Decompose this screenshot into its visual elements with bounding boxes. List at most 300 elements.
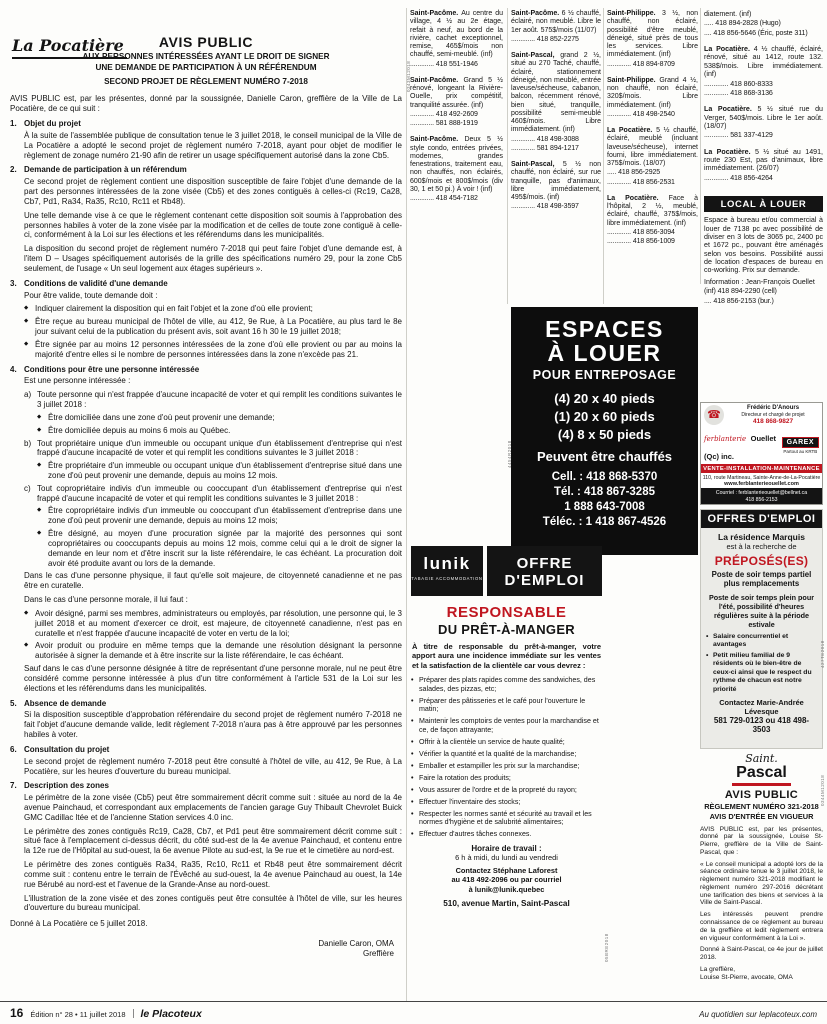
classified-ad (410, 10, 503, 69)
job-task-item (411, 798, 602, 807)
job-task-text: Faire la rotation des produits; (419, 773, 511, 782)
section-title: Objet du projet (24, 119, 81, 129)
ad-text (607, 195, 698, 228)
sp-paragraph: Donné à Saint-Pascal, ce 4e jour de juillet 2018. (700, 946, 823, 962)
ad-phone-line: ............. 418 860-8333 (704, 79, 773, 88)
job-contact-phones: 581 729-0123 ou 418 498-3503 (713, 716, 810, 735)
job-task-text: Vérifier la quantité et la qualité de la marchandise; (419, 749, 577, 758)
lunik-job-intro: À titre de responsable du prêt-à-manger, votre apport aura une incidence immédiate sur les ventes et la satisfaction de la clientèle car vous devrez : (412, 642, 601, 670)
ad-locality: La Pocatière. (704, 105, 758, 114)
ad-reference-code: 427TE2018 (820, 640, 825, 668)
job-task-item (411, 738, 602, 747)
classified-ad (607, 195, 698, 247)
ad-text (704, 10, 823, 18)
ad-reference-code: 0344M12018 (820, 774, 825, 806)
job-task-item (411, 830, 602, 839)
classified-ad (607, 127, 698, 187)
job-benefit-text: Salaire concurrentiel et avantages (713, 632, 789, 649)
local-a-louer-header: LOCAL À LOUER (704, 196, 823, 212)
column-rule (406, 8, 407, 1002)
ferblanterie-contact (727, 405, 819, 426)
section-text: Toute personne qui n'est frappée d'aucune incapacité de voter et qui remplit les conditions suivantes le 3 juillet 2018 : (37, 390, 402, 410)
job-task-text: Offrir à la clientèle un service de haute qualité; (419, 737, 565, 746)
section-text: Être propriétaire d'un immeuble ou occupant unique d'un établissement d'entreprise situé dans une zone d'où peut provenir une demande, depuis au moins 12 mois. (48, 461, 402, 480)
classifieds-column-2 (511, 10, 601, 220)
ad-locality: Saint-Pacôme. (410, 10, 462, 17)
section-heading (10, 165, 402, 175)
job-task-item (411, 717, 602, 734)
section-paragraph: Dans le cas d'une personne morale, il lui faut : (24, 595, 188, 605)
ad-phone-line: ............. 418 454-7182 (410, 195, 478, 202)
section-title: Absence de demande (24, 698, 107, 708)
ad-text (410, 136, 503, 194)
ad-description: 5 ½ situé au 1491, route 230 Est, pas d'animaux, libre immédiatement. (26/07) (704, 147, 823, 173)
ad-locality: Saint-Pacôme. (410, 76, 464, 84)
ad-locality: Saint-Pascal, (511, 161, 563, 168)
sp-avis-body (700, 826, 823, 982)
section-text: Être désigné, au moyen d'une procuration signée par la majorité des personnes qui sont copropriétaires ou cooccupants depuis au moins 12 mois, comme celui qui a le droit de signer la demande en leur nom et d'être inscrit sur la liste référendaire, le cas échéant. La procuration doit avoir été produite avant ou lors de la demande. (48, 529, 402, 568)
job-detail: Poste de soir temps partiel (711, 570, 812, 579)
brand-word-1: ferblanterie (704, 434, 747, 443)
marquis-name: La résidence Marquis (718, 532, 805, 542)
section-bullet (37, 413, 402, 423)
section-paragraph: Est une personne intéressée : (24, 376, 131, 386)
sp-paragraph: Les intéressés peuvent prendre connaissance de ce règlement au bureau de la greffière et ledit règlement entrera en vigueur conformément à la Loi ». (700, 911, 823, 942)
section-number: 3. (10, 278, 17, 288)
classified-ad (410, 77, 503, 129)
ad-phone-line: .... 418 856-2153 (bur.) (704, 296, 774, 305)
job-task-text: Maintenir les comptoirs de ventes pour la marchandise et ce, de façon attrayante; (419, 717, 599, 734)
job-benefit-item (706, 652, 817, 694)
ad-text (704, 105, 823, 130)
section-paragraph: La disposition du second projet de règlement numéro 7-2018 qui peut faire l'objet d'une demande est, à l'item D – Usages spécifiquement autorisés de la grille des spécifications numéro 29, pour la zone Cb5 seulement, de l'usage « Un seul logement aux étages supérieurs ». (24, 244, 402, 273)
ad-reference-code: 4454R2018 (507, 440, 512, 468)
ad-phone-line: ............. 418 852-2275 (511, 35, 579, 43)
bullet-marker: ◆ (37, 426, 42, 433)
section-paragraph: L'illustration de la zone visée et des zones contiguës peut être consultée à l'hôtel de ville, sur les heures d'ouverture du bureau municipal. (24, 893, 402, 913)
ferblanterie-phone: 418 856-2153 (745, 497, 778, 504)
ad-description: 5 ½ chauffé, éclairé, meublé (incluant laveuse/sécheuse), internet fourni, libre immédiatement. 375$/mois. (18/07) (607, 127, 698, 167)
ad-phone-line: .... 418 856-5646 (Éric, poste 311) (704, 28, 808, 37)
ferblanterie-brand (704, 428, 782, 463)
local-a-louer-phones (704, 287, 823, 305)
section-title: Description des zones (24, 781, 109, 791)
sp-avis-subtitle: RÈGLEMENT NUMÉRO 321-2018 (704, 801, 819, 811)
section-title: Demande de participation à un référendum (24, 165, 187, 175)
ad-text (704, 45, 823, 78)
classified-ad (704, 105, 823, 139)
section-title: Consultation du projet (24, 744, 110, 754)
ad-description: 5 ½ non chauffé, non éclairé, sur rue tranquille, pas d'animaux, libre immédiatement, 495$/mois. (inf) (511, 161, 601, 201)
ferblanterie-email: Courriel : ferblanterieouellet@bellnet.ca (715, 490, 808, 497)
bullet-marker: • (411, 737, 414, 746)
classifieds-column-4 (704, 10, 823, 305)
lunik-job-role-line1: RESPONSABLE (446, 604, 567, 621)
bullet-marker: • (411, 717, 414, 726)
offre-line2: D'EMPLOI (504, 572, 585, 590)
storage-size-item: (4) 20 x 40 pieds (554, 391, 655, 407)
signature-name: Danielle Caron, OMA (318, 939, 394, 949)
section-list-item (24, 484, 402, 504)
job-contact-name: Contactez Marie-Andrée Lévesque (719, 698, 804, 717)
ad-phone-line: ............. 418 551-1946 (410, 60, 478, 68)
garex-box: GAREX (782, 437, 819, 448)
bullet-marker: ◆ (24, 305, 29, 312)
bullet-marker: • (411, 696, 414, 705)
section-heading (10, 119, 402, 129)
sp-paragraph: « Le conseil municipal a adopté lors de la séance ordinaire tenue le 3 juillet 2018, le règlement numéro 321-2018 modifiant le règlement numéro 297-2016 décrétant une tarification des biens et services à la Ville de Saint-Pascal. (700, 860, 823, 907)
bullet-marker: ◆ (37, 462, 42, 469)
storage-size-item: (4) 8 x 50 pieds (557, 427, 652, 443)
section-paragraph: Pour être valide, toute demande doit : (24, 290, 158, 300)
section-bullet (37, 529, 402, 568)
ad-phone-line: ............. 418 856-2531 (607, 178, 675, 186)
sp-avis-title: AVIS PUBLIC (724, 788, 799, 801)
job-role: PRÉPOSÉS(ES) (714, 554, 809, 568)
offre-line1: OFFRE (516, 555, 573, 572)
ferblanterie-brand-row (701, 427, 822, 464)
espaces-subtitle: POUR ENTREPOSAGE (532, 368, 677, 383)
garex-note: Partout au KRTB (783, 449, 818, 455)
ad-description: 5 ½ situé rue du Verger, 540$/mois. Libre le 1er août. (18/07) (704, 105, 823, 130)
job-task-item (411, 774, 602, 783)
espaces-phone-list (517, 471, 692, 528)
section-bullet (37, 461, 402, 481)
ad-text (410, 10, 503, 60)
section-bullet (24, 609, 402, 638)
section-heading (10, 279, 402, 289)
ad-phone-line: ............. 418 856-3094 (607, 228, 675, 236)
ad-text (511, 10, 601, 35)
classified-ad (704, 148, 823, 182)
sp-signature-title: La greffière, (700, 965, 736, 973)
contact-name: Frédéric D'Anours (746, 405, 800, 411)
contact-phone: 418 868-9827 (752, 418, 794, 426)
bullet-marker: ◆ (24, 340, 29, 347)
lunik-offre-emploi-ad (411, 546, 602, 908)
classified-ad (511, 52, 601, 153)
section-paragraph: Le périmètre de la zone visée (Cb5) peut être sommairement décrit comme suit : située au nord de la 4e avenue Painchaud, et correspondant aux emplacements de l'ancien garage Guy Thibault Chevrolet Buick GMC Cadillac ltée et de l'ancienne Station services 4.0 inc. (24, 793, 402, 822)
local-a-louer-ad (704, 196, 823, 305)
local-a-louer-body: Espace à bureau et/ou commercial à louer de 7138 pc avec possibilité de diviser en 3 lots de 3065 pc, 2400 pc et 1672 pc., pouvant être aménagés selon vos besoins. Possibilité aussi de location d'espaces de bureau en co-working. Prix sur demande. (704, 216, 823, 275)
section-number: 5. (10, 698, 17, 708)
bullet-marker: ◆ (24, 642, 29, 649)
bullet-marker: • (411, 773, 414, 782)
job-benefit-item (706, 633, 817, 650)
job-task-text: Emballer et estampiller les prix sur la marchandise; (419, 761, 580, 770)
ferblanterie-address: 110, route Martineau, Sainte-Anne-de-La-Pocatière (702, 474, 821, 481)
section-text: Être domiciliée depuis au moins 6 mois au Québec. (48, 425, 231, 435)
page-number: 16 (10, 1006, 24, 1020)
bullet-marker: • (411, 797, 414, 806)
espaces-phone-line: 1 888 643-7008 (564, 501, 645, 514)
job-task-text: Vous assurer de l'ordre et de la propreté du rayon; (419, 785, 577, 794)
lunik-task-list (411, 676, 602, 839)
classified-ad (607, 77, 698, 119)
ferblanterie-contact-row (701, 403, 822, 427)
offres-emploi-header: OFFRES D'EMPLOI (701, 510, 822, 528)
bullet-marker: • (411, 830, 414, 839)
ad-description: 6 ½ chauffé, éclairé, non meublé. Libre le 1er août. 575$/mois (11/07) (511, 10, 601, 34)
ad-description: Grand 4 ½, non chauffé, non éclairé, 320$/mois. Libre immédiatement. (inf) (607, 76, 698, 109)
contact-line: à lunik@lunik.quebec (468, 884, 545, 894)
ad-locality: Saint-Pacôme. (410, 136, 465, 144)
lunik-logo-subtext: TABAGIE ACCOMMODATION (411, 576, 483, 581)
avis-dated-line: Donné à La Pocatière ce 5 juillet 2018. (10, 919, 148, 929)
garex-logo (782, 437, 819, 454)
ad-description: Grand 5 ½ rénové, longeant la Rivière-Ouelle, prix compétitif, tranquilité assurée. (inf) (410, 76, 504, 109)
lunik-logo-text: lunik (423, 554, 471, 573)
marquis-body (701, 528, 822, 738)
ad-locality: La Pocatière. (704, 147, 755, 156)
section-text: Être signée par au moins 12 personnes intéressées de la zone d'où elle provient ou par au moins la majorité d'entre elles si le nombre de personnes intéressées dans la zone n'excède pas 21. (35, 339, 402, 359)
job-task-item (411, 810, 602, 827)
footer-tagline: Au quotidien sur leplacoteux.com (699, 1010, 817, 1019)
bullet-marker: ◆ (37, 413, 42, 420)
section-paragraph: À la suite de l'assemblée publique de consultation tenue le 3 juillet 2018, le conseil municipal de la Ville de La Pocatière a adopté le second projet de règlement numéro 7-2018, ayant pour objet de modifier le règlement de zonage numéro 21-90 afin de retirer un usage spécifiquement autorisé dans la zone Cb5. (24, 130, 402, 160)
edition-info: Édition n° 28 • 11 juillet 2018 (30, 1010, 126, 1019)
ad-phone-line: ............. 418 498-3088 (511, 135, 579, 143)
page-footer (0, 1001, 827, 1020)
ad-locality: Saint-Pascal, (511, 52, 561, 59)
job-task-text: Respecter les normes santé et sécurité au travail et les normes d'hygiène et de salubrité alimentaires; (419, 809, 592, 827)
ad-text (704, 148, 823, 173)
bullet-marker: • (411, 676, 414, 685)
la-pocatiere-city-logo: La Pocatière (12, 36, 127, 59)
ad-text (410, 77, 503, 110)
section-text: Être domiciliée dans une zone d'où peut provenir une demande; (48, 412, 275, 422)
sp-paragraph: AVIS PUBLIC est, par les présentes, donné par la soussignée, Louise St-Pierre, greffière de la Ville de Saint-Pascal, que : (700, 825, 823, 856)
contact-line: Contactez Stéphane Laforest (455, 865, 558, 875)
lunik-schedule-label: Horaire de travail : (471, 843, 542, 853)
ad-description: Face à l'hôpital, 2 ½, meublé, éclairé, chauffé, 375$/mois, libre immédiatement. (inf) (607, 194, 698, 227)
ad-reference-code: 0343M12018 (406, 60, 411, 92)
lunik-schedule: 6 h à midi, du lundi au vendredi (455, 852, 558, 862)
bullet-marker: ◆ (24, 318, 29, 325)
section-title: Conditions de validité d'une demande (24, 278, 168, 288)
ad-description: diatement. (inf) (704, 10, 752, 18)
ad-phone-line: ............. 418 856-4264 (704, 173, 773, 182)
lunik-address: 510, avenue Martin, Saint-Pascal (443, 898, 570, 908)
section-title: Conditions pour être une personne intéressée (24, 364, 200, 374)
bullet-marker: • (706, 632, 709, 640)
job-detail: Poste de soir temps plein pour l'été, possibilité d'heures régulières suite à la période estivale (708, 592, 815, 629)
avis-intro: AVIS PUBLIC est, par les présentes, donné par la soussignée, Danielle Caron, greffière de la Ville de La Pocatière, de ce qui suit : (10, 94, 402, 114)
footer-divider (133, 1009, 134, 1018)
column-rule (700, 8, 701, 284)
ad-reference-code: 05BRE2018 (604, 933, 609, 962)
job-benefit-text: Petit milieu familial de 9 résidents où le bien-être de ceux-ci ainsi que le respect du rythme de chacun est notre priorité (713, 651, 812, 693)
job-task-text: Préparer des pâtisseries et le café pour l'ouverture le matin; (419, 696, 586, 714)
brand-word-2: Ouellet (Qc) inc. (704, 433, 777, 461)
section-heading (10, 745, 402, 755)
avis-sections (10, 119, 402, 913)
classifieds-column-3 (607, 10, 698, 254)
section-bullet (37, 506, 402, 526)
section-heading (10, 699, 402, 709)
espaces-title-line1: ESPACES (545, 316, 664, 342)
signature-block (10, 939, 402, 959)
avis-subtitle: SECOND PROJET DE RÈGLEMENT NUMÉRO 7-2018 (104, 76, 308, 86)
ad-phone-line: (inf) 418 894-2290 (cell) (704, 287, 777, 296)
espaces-size-list (517, 391, 692, 442)
marquis-looking-for: est à la recherche de (726, 542, 797, 551)
ad-phone-line: ............. 581 337-4129 (704, 131, 773, 140)
bullet-marker: c) (24, 483, 31, 493)
ad-locality: Saint-Pacôme. (511, 10, 562, 17)
section-bullet (37, 426, 402, 436)
avis-body (10, 94, 402, 958)
logo-word-saint: Saint. (745, 752, 778, 765)
ad-text (607, 77, 698, 110)
ad-locality: Saint-Philippe. (607, 76, 660, 84)
ad-locality: La Pocatière. (607, 194, 669, 202)
section-paragraph: Le second projet de règlement numéro 7-2018 peut être consulté à l'hôtel de ville, au 412, 9e Rue, à La Pocatière, sur les heures d'ouverture du bureau municipal. (24, 756, 402, 776)
section-paragraph: Une telle demande vise à ce que le règlement contenant cette disposition soit soumis à l'approbation des personnes habiles à voter de la zone visée par la modification et de celles de toute zone contiguë à celle-ci, conformément à la Loi sur les élections et les référendums dans les municipalités. (24, 210, 402, 240)
saint-pascal-logo (700, 753, 823, 786)
section-list-item (24, 439, 402, 459)
storage-size-item: (1) 20 x 60 pieds (554, 409, 655, 425)
ad-phone-line: ............. 418 498-3597 (511, 203, 579, 211)
espaces-phone-line: Tél. : 418 867-3285 (553, 486, 655, 499)
section-paragraph: Le périmètre des zones contiguës Ra34, Ra35, Rc10, Rc11 et Rb48 peut être sommairement décrit comme suit : contenu entre le terrain de l'Évêché au sud-ouest, la 4e avenue Painchaud au ouest, la 14e rue Bérubé au nord-est et l'avenue de la Grande-Anse au nord-ouest. (24, 860, 402, 889)
ad-phone-line: ............. 418 492-2609 (410, 110, 478, 118)
classified-ad (511, 10, 601, 44)
job-task-text: Effectuer l'inventaire des stocks; (419, 797, 521, 806)
newspaper-brand: le Placoteux (140, 1008, 202, 1020)
job-task-item (411, 750, 602, 759)
classified-ad (704, 10, 823, 37)
section-number: 2. (10, 165, 17, 175)
classified-ad (607, 10, 698, 69)
section-text: Être copropriétaire indivis d'un immeuble ou cooccupant d'un établissement d'entreprise dans une zone d'où peut provenir une demande, depuis au moins 12 mois; (48, 506, 402, 526)
espaces-phone-line: Téléc. : 1 418 867-4526 (542, 516, 667, 529)
section-text: Indiquer clairement la disposition qui en fait l'objet et la zone d'où elle provient; (35, 304, 313, 314)
ferblanterie-website: www.ferblanterieouellet.com (724, 480, 799, 487)
ad-text (511, 52, 601, 135)
phone-icon: ☎ (704, 405, 724, 425)
bullet-marker: • (706, 651, 709, 659)
ad-description: grand 2 ½, situé au 270 Taché, chauffé, éclairé, stationnement déneigé, non meublé, entrée laveuse/sécheuse, cabanon, balcon, récemment rénové, bien situé, tranquille, possibilité semi-meublé 460$/mois. Libre immédiatement. (inf) (511, 52, 601, 134)
job-task-text: Effectuer d'autres tâches connexes. (419, 830, 532, 839)
section-list-item (24, 390, 402, 410)
job-benefits-list (706, 633, 817, 694)
lunik-logo (411, 546, 483, 596)
ad-description: 4 ½ chauffé, éclairé, rénové, situé au 1412, route 132. 538$/mois. Libre immédiatement. (inf) (704, 45, 823, 79)
bullet-marker: ◆ (37, 530, 42, 537)
job-detail: plus remplacements (723, 579, 800, 589)
section-heading (10, 365, 402, 375)
bullet-marker: • (411, 749, 414, 758)
section-bullet (24, 304, 402, 314)
contact-title: Directeur et chargé de projet (741, 412, 805, 419)
bullet-marker: • (411, 809, 414, 818)
services-banner: VENTE-INSTALLATION-MAINTENANCE (701, 464, 822, 473)
bullet-marker: • (411, 761, 414, 770)
avis-subtitle: AUX PERSONNES INTÉRESSÉES AYANT LE DROIT DE SIGNER (82, 52, 330, 61)
section-text: Avoir désigné, parmi ses membres, administrateurs ou employés, par résolution, une personne qui, le 3 juillet 2018 et au moment d'exercer ce droit, est majeure, de citoyenneté canadienne, n'est pas en curatelle et n'est frappée d'aucune incapacité de voter en vertu de la loi; (35, 608, 402, 638)
ferblanterie-footer-bar (701, 488, 822, 505)
avis-title: AVIS PUBLIC (158, 34, 254, 50)
section-text: Tout copropriétaire indivis d'un immeuble ou cooccupant d'un établissement d'entreprise qui n'est frappé d'aucune incapacité de voter et qui remplit les conditions suivantes le 3 juillet 2018 : (37, 483, 402, 503)
offre-demploi-banner (487, 546, 602, 596)
column-rule (507, 8, 508, 304)
ferblanterie-ouellet-ad (700, 402, 823, 505)
section-bullet (24, 317, 402, 337)
ad-phone-line: ............. 581 888-1919 (410, 120, 478, 127)
avis-header (10, 34, 402, 87)
classifieds-column-1 (410, 10, 503, 211)
section-paragraph: Dans le cas d'une personne physique, il faut qu'elle soit majeure, de citoyenneté canadienne et ne pas être en curatelle. (24, 571, 402, 591)
bullet-marker: ◆ (37, 507, 42, 514)
espaces-note: Peuvent être chauffés (536, 449, 673, 465)
ad-locality: Saint-Philippe. (607, 10, 662, 17)
section-bullet (24, 641, 402, 661)
section-text: Tout propriétaire unique d'un immeuble ou occupant unique d'un établissement d'entreprise qui n'est frappé d'aucune incapacité de voter et qui remplit les conditions suivantes le 3 juillet 2018 : (37, 438, 402, 458)
ad-phone-line: ............. 418 894-8709 (607, 60, 675, 68)
espaces-a-louer-ad (511, 307, 698, 555)
ad-locality: La Pocatière. (704, 45, 754, 54)
lunik-contact-block (411, 866, 602, 895)
bullet-marker: a) (24, 390, 32, 400)
avis-subtitle: UNE DEMANDE DE PARTICIPATION À UN RÉFÉRENDUM (95, 62, 317, 72)
job-task-text: Préparer des plats rapides comme des sandwiches, des salades, des pizzas, etc; (419, 676, 596, 693)
signature-title: Greffière (363, 948, 394, 958)
ad-text (607, 127, 698, 168)
logo-word-pascal: Pascal (732, 764, 791, 786)
ad-description: 3 ½, non chauffé, non éclairé, possibilité d'être meublé, déneigé, situé près de tous les services. Libre immédiatement. (inf) (607, 10, 699, 59)
ad-phone-line: ..... 418 856-2925 (607, 169, 661, 177)
lunik-header-row (411, 546, 602, 596)
local-a-louer-contact: Information : Jean-François Ouellet (704, 277, 815, 286)
bullet-marker: b) (24, 438, 32, 448)
ad-phone-line: ..... 418 894-2828 (Hugo) (704, 19, 781, 28)
job-task-item (411, 786, 602, 795)
classified-ad (511, 161, 601, 212)
ad-locality: La Pocatière. (607, 127, 657, 134)
ad-phone-line: ............. 581 894-1217 (511, 144, 579, 152)
section-paragraph: Le périmètre des zones contiguës Rc19, Ca28, Cb7, et Pd1 peut être sommairement décrit comme suit : situé face à l'emplacement ci-dessus décrit, du côté sud-est de la 4e avenue Painchaud, et contenu entre la 12e rue de l'Hôpital au sud-ouest, la 6e avenue Pilote au sud-est, la 9e rue et le cimetière au nord-est. (24, 826, 402, 856)
espaces-phone-line: Cell. : 418 868-5370 (551, 471, 658, 484)
job-task-item (411, 676, 602, 693)
classifieds-column-4-ads (704, 10, 823, 182)
classified-ad (410, 136, 503, 203)
section-heading (10, 781, 402, 791)
classified-ad (704, 45, 823, 97)
column-rule (603, 8, 604, 304)
section-bullet (24, 340, 402, 360)
section-text: Être reçue au bureau municipal de l'hôtel de ville, au 412, 9e Rue, à La Pocatière, au plus tard le 8e jour suivant celui de la publication du présent avis, soit avant 16 h 30 le 19 juillet 2018; (35, 317, 402, 337)
job-task-item (411, 697, 602, 714)
section-text: Avoir produit ou produire en même temps que la demande une résolution désignant la personne autorisée à signer la demande et à être inscrite sur la liste référendaire, le cas échéant. (35, 641, 402, 661)
job-task-item (411, 762, 602, 771)
section-number: 7. (10, 781, 17, 791)
contact-line: au 418 492-2096 ou par courriel (451, 875, 562, 885)
section-number: 6. (10, 744, 17, 754)
ad-phone-line: ............. 418 856-1009 (607, 238, 675, 245)
section-paragraph: Ce second projet de règlement contient une disposition susceptible de faire l'objet d'une demande de la part des personnes intéressées de la zone visée (Cb5) et des zones contiguës à celles-ci (Rc19, Ca28, Cb7, Pd1, Ra34, Ra35, Rc10, Rc11 et Rb48). (24, 177, 402, 206)
ad-text (511, 161, 601, 202)
section-paragraph: Sauf dans le cas d'une personne désignée à titre de représentant d'une personne morale, nul ne peut être considéré comme personne intéressée à plus d'un titre conformément à l'article 531 de la Loi sur les élections et les référendums dans les municipalités. (24, 664, 402, 693)
ad-phone-line: ............. 418 868-3136 (704, 88, 773, 97)
bullet-marker: ◆ (24, 609, 29, 616)
bullet-marker: • (411, 785, 414, 794)
espaces-title-line2: À LOUER (547, 340, 662, 367)
offres-emploi-marquis-ad (700, 509, 823, 749)
sp-signature-name: Louise St-Pierre, avocate, OMA (700, 973, 793, 981)
saint-pascal-avis-ad (700, 753, 823, 1005)
lunik-job-role-line2: DU PRÊT-À-MANGER (438, 622, 575, 637)
